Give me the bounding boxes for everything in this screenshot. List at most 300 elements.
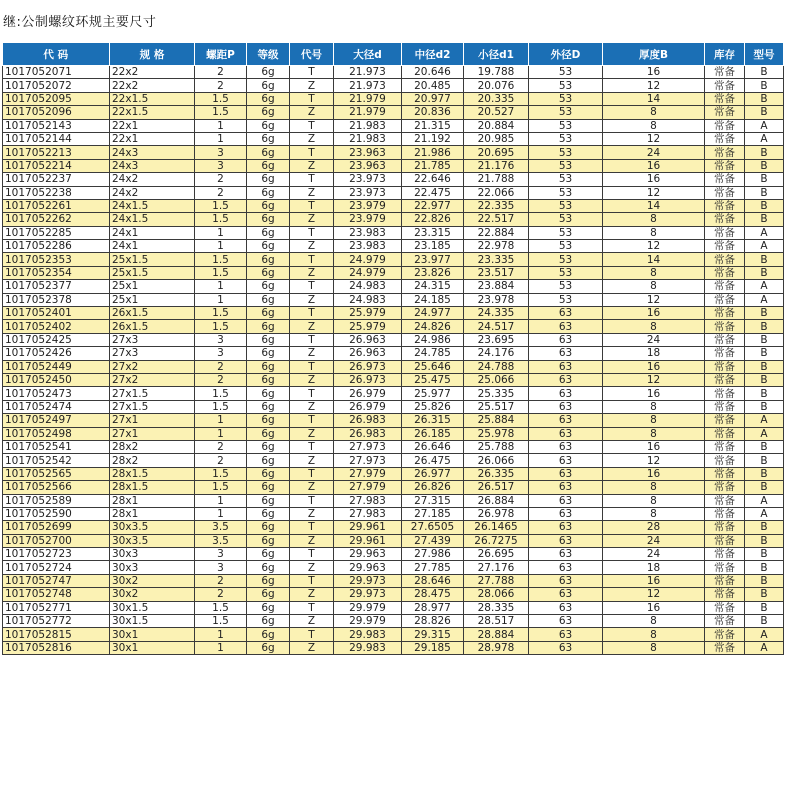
cell-outer-diameter: 63 (529, 373, 603, 386)
cell-thickness: 8 (603, 106, 705, 119)
cell-code: 1017052262 (3, 213, 110, 226)
cell-major-diameter: 24.983 (334, 280, 402, 293)
cell-major-diameter: 23.963 (334, 159, 402, 172)
cell-thickness: 18 (603, 347, 705, 360)
cell-major-diameter: 29.973 (334, 574, 402, 587)
cell-thickness: 8 (603, 628, 705, 641)
cell-minor-diameter: 22.978 (464, 240, 529, 253)
cell-grade: 6g (247, 347, 290, 360)
cell-pitch: 1.5 (195, 213, 247, 226)
cell-type-code: Z (290, 186, 334, 199)
cell-grade: 6g (247, 146, 290, 159)
cell-model: B (745, 320, 784, 333)
cell-major-diameter: 29.961 (334, 534, 402, 547)
cell-pitch-diameter: 22.826 (402, 213, 464, 226)
cell-thickness: 24 (603, 534, 705, 547)
cell-model: B (745, 615, 784, 628)
cell-pitch: 1 (195, 628, 247, 641)
cell-thickness: 14 (603, 92, 705, 105)
cell-major-diameter: 21.983 (334, 119, 402, 132)
cell-model: B (745, 454, 784, 467)
cell-model: B (745, 481, 784, 494)
cell-pitch: 1.5 (195, 253, 247, 266)
cell-model: A (745, 226, 784, 239)
cell-pitch: 1.5 (195, 266, 247, 279)
cell-code: 1017052425 (3, 333, 110, 346)
cell-spec: 28x1.5 (110, 481, 195, 494)
cell-stock: 常备 (705, 146, 745, 159)
cell-stock: 常备 (705, 132, 745, 145)
cell-stock: 常备 (705, 240, 745, 253)
table-row (3, 387, 784, 400)
cell-type-code: T (290, 146, 334, 159)
cell-major-diameter: 23.983 (334, 240, 402, 253)
cell-thickness: 14 (603, 199, 705, 212)
cell-model: B (745, 159, 784, 172)
cell-grade: 6g (247, 320, 290, 333)
cell-pitch-diameter: 29.185 (402, 641, 464, 654)
cell-stock: 常备 (705, 414, 745, 427)
cell-minor-diameter: 26.978 (464, 507, 529, 520)
cell-pitch: 1 (195, 507, 247, 520)
table-row (3, 293, 784, 306)
cell-major-diameter: 26.973 (334, 360, 402, 373)
cell-outer-diameter: 63 (529, 481, 603, 494)
col-header-major-diameter: 大径d (334, 43, 402, 66)
cell-code: 1017052426 (3, 347, 110, 360)
cell-grade: 6g (247, 467, 290, 480)
cell-model: B (745, 347, 784, 360)
cell-outer-diameter: 53 (529, 213, 603, 226)
cell-spec: 28x1 (110, 494, 195, 507)
cell-pitch: 1.5 (195, 320, 247, 333)
cell-outer-diameter: 63 (529, 414, 603, 427)
cell-major-diameter: 27.979 (334, 467, 402, 480)
cell-outer-diameter: 53 (529, 119, 603, 132)
cell-major-diameter: 24.983 (334, 293, 402, 306)
cell-minor-diameter: 26.335 (464, 467, 529, 480)
cell-grade: 6g (247, 373, 290, 386)
cell-thickness: 8 (603, 119, 705, 132)
cell-stock: 常备 (705, 213, 745, 226)
cell-code: 1017052402 (3, 320, 110, 333)
cell-outer-diameter: 63 (529, 548, 603, 561)
cell-minor-diameter: 24.517 (464, 320, 529, 333)
cell-spec: 27x1 (110, 427, 195, 440)
cell-type-code: T (290, 494, 334, 507)
cell-grade: 6g (247, 293, 290, 306)
cell-grade: 6g (247, 226, 290, 239)
table-row (3, 173, 784, 186)
cell-type-code: T (290, 119, 334, 132)
cell-minor-diameter: 20.335 (464, 92, 529, 105)
cell-code: 1017052566 (3, 481, 110, 494)
cell-code: 1017052724 (3, 561, 110, 574)
cell-grade: 6g (247, 173, 290, 186)
table-row (3, 266, 784, 279)
cell-pitch-diameter: 25.977 (402, 387, 464, 400)
col-header-pitch-diameter: 中径d2 (402, 43, 464, 66)
cell-stock: 常备 (705, 454, 745, 467)
cell-spec: 24x2 (110, 173, 195, 186)
cell-outer-diameter: 53 (529, 79, 603, 92)
cell-thickness: 16 (603, 467, 705, 480)
cell-thickness: 12 (603, 79, 705, 92)
col-header-pitch: 螺距P (195, 43, 247, 66)
cell-pitch-diameter: 29.315 (402, 628, 464, 641)
cell-code: 1017052238 (3, 186, 110, 199)
cell-pitch: 2 (195, 373, 247, 386)
cell-code: 1017052261 (3, 199, 110, 212)
cell-type-code: Z (290, 481, 334, 494)
cell-model: B (745, 146, 784, 159)
cell-grade: 6g (247, 548, 290, 561)
cell-code: 1017052450 (3, 373, 110, 386)
cell-spec: 27x2 (110, 360, 195, 373)
cell-pitch: 1.5 (195, 92, 247, 105)
cell-model: B (745, 561, 784, 574)
cell-code: 1017052748 (3, 588, 110, 601)
cell-pitch: 3.5 (195, 521, 247, 534)
cell-outer-diameter: 63 (529, 588, 603, 601)
cell-type-code: Z (290, 534, 334, 547)
cell-major-diameter: 26.979 (334, 400, 402, 413)
cell-code: 1017052286 (3, 240, 110, 253)
cell-minor-diameter: 20.985 (464, 132, 529, 145)
cell-pitch-diameter: 22.475 (402, 186, 464, 199)
cell-major-diameter: 29.973 (334, 588, 402, 601)
cell-minor-diameter: 25.335 (464, 387, 529, 400)
table-row (3, 588, 784, 601)
cell-thickness: 24 (603, 333, 705, 346)
cell-major-diameter: 29.963 (334, 561, 402, 574)
cell-grade: 6g (247, 333, 290, 346)
cell-outer-diameter: 53 (529, 66, 603, 79)
cell-pitch: 2 (195, 173, 247, 186)
cell-pitch: 1 (195, 641, 247, 654)
cell-outer-diameter: 63 (529, 521, 603, 534)
cell-type-code: Z (290, 347, 334, 360)
cell-stock: 常备 (705, 79, 745, 92)
cell-outer-diameter: 63 (529, 641, 603, 654)
cell-model: A (745, 628, 784, 641)
table-row (3, 226, 784, 239)
cell-spec: 28x1 (110, 507, 195, 520)
cell-stock: 常备 (705, 66, 745, 79)
cell-major-diameter: 23.963 (334, 146, 402, 159)
cell-pitch: 3 (195, 159, 247, 172)
cell-grade: 6g (247, 521, 290, 534)
cell-grade: 6g (247, 159, 290, 172)
cell-major-diameter: 26.963 (334, 333, 402, 346)
cell-spec: 22x1.5 (110, 92, 195, 105)
cell-thickness: 8 (603, 320, 705, 333)
cell-minor-diameter: 28.517 (464, 615, 529, 628)
cell-grade: 6g (247, 494, 290, 507)
cell-outer-diameter: 63 (529, 574, 603, 587)
cell-minor-diameter: 27.788 (464, 574, 529, 587)
cell-stock: 常备 (705, 320, 745, 333)
cell-major-diameter: 29.979 (334, 615, 402, 628)
cell-type-code: T (290, 467, 334, 480)
cell-model: A (745, 494, 784, 507)
cell-model: A (745, 293, 784, 306)
cell-code: 1017052497 (3, 414, 110, 427)
cell-outer-diameter: 53 (529, 293, 603, 306)
cell-stock: 常备 (705, 615, 745, 628)
cell-major-diameter: 23.973 (334, 173, 402, 186)
cell-outer-diameter: 63 (529, 440, 603, 453)
cell-stock: 常备 (705, 628, 745, 641)
cell-type-code: Z (290, 159, 334, 172)
cell-major-diameter: 27.983 (334, 507, 402, 520)
cell-spec: 25x1.5 (110, 266, 195, 279)
cell-model: A (745, 641, 784, 654)
cell-stock: 常备 (705, 106, 745, 119)
table-row (3, 199, 784, 212)
cell-spec: 25x1.5 (110, 253, 195, 266)
cell-pitch-diameter: 24.826 (402, 320, 464, 333)
cell-model: A (745, 119, 784, 132)
cell-code: 1017052723 (3, 548, 110, 561)
cell-thickness: 18 (603, 561, 705, 574)
cell-pitch-diameter: 23.315 (402, 226, 464, 239)
cell-spec: 22x1.5 (110, 106, 195, 119)
cell-thickness: 12 (603, 186, 705, 199)
cell-minor-diameter: 26.1465 (464, 521, 529, 534)
cell-outer-diameter: 63 (529, 561, 603, 574)
cell-code: 1017052771 (3, 601, 110, 614)
table-row (3, 534, 784, 547)
cell-type-code: Z (290, 132, 334, 145)
cell-outer-diameter: 53 (529, 240, 603, 253)
cell-pitch: 2 (195, 454, 247, 467)
cell-type-code: T (290, 628, 334, 641)
cell-major-diameter: 26.973 (334, 373, 402, 386)
cell-minor-diameter: 24.335 (464, 307, 529, 320)
cell-thickness: 8 (603, 226, 705, 239)
cell-code: 1017052565 (3, 467, 110, 480)
cell-code: 1017052377 (3, 280, 110, 293)
cell-type-code: T (290, 521, 334, 534)
table-row (3, 92, 784, 105)
cell-pitch-diameter: 27.6505 (402, 521, 464, 534)
cell-pitch-diameter: 28.977 (402, 601, 464, 614)
cell-outer-diameter: 63 (529, 601, 603, 614)
cell-stock: 常备 (705, 507, 745, 520)
cell-thickness: 16 (603, 601, 705, 614)
cell-spec: 28x2 (110, 440, 195, 453)
cell-type-code: T (290, 574, 334, 587)
cell-grade: 6g (247, 628, 290, 641)
cell-minor-diameter: 26.066 (464, 454, 529, 467)
cell-major-diameter: 23.983 (334, 226, 402, 239)
cell-stock: 常备 (705, 307, 745, 320)
cell-minor-diameter: 26.7275 (464, 534, 529, 547)
cell-outer-diameter: 53 (529, 280, 603, 293)
cell-thickness: 16 (603, 307, 705, 320)
cell-code: 1017052072 (3, 79, 110, 92)
cell-grade: 6g (247, 199, 290, 212)
cell-thickness: 16 (603, 440, 705, 453)
cell-outer-diameter: 53 (529, 226, 603, 239)
cell-pitch: 2 (195, 79, 247, 92)
cell-model: B (745, 333, 784, 346)
cell-code: 1017052095 (3, 92, 110, 105)
cell-pitch: 2 (195, 440, 247, 453)
table-row (3, 454, 784, 467)
cell-thickness: 8 (603, 280, 705, 293)
cell-pitch-diameter: 25.475 (402, 373, 464, 386)
cell-type-code: Z (290, 293, 334, 306)
table-row (3, 79, 784, 92)
cell-code: 1017052590 (3, 507, 110, 520)
cell-spec: 24x1.5 (110, 213, 195, 226)
page-title: 继:公制螺纹环规主要尺寸 (3, 15, 157, 30)
cell-outer-diameter: 63 (529, 494, 603, 507)
table-row (3, 548, 784, 561)
cell-model: B (745, 307, 784, 320)
cell-pitch: 3.5 (195, 534, 247, 547)
cell-model: B (745, 601, 784, 614)
table-row (3, 333, 784, 346)
cell-code: 1017052071 (3, 66, 110, 79)
cell-pitch: 1.5 (195, 400, 247, 413)
cell-minor-diameter: 25.788 (464, 440, 529, 453)
table-row (3, 186, 784, 199)
cell-outer-diameter: 53 (529, 146, 603, 159)
cell-major-diameter: 27.979 (334, 481, 402, 494)
cell-minor-diameter: 20.884 (464, 119, 529, 132)
cell-grade: 6g (247, 574, 290, 587)
cell-thickness: 12 (603, 240, 705, 253)
cell-spec: 24x1 (110, 240, 195, 253)
cell-pitch-diameter: 24.785 (402, 347, 464, 360)
cell-type-code: T (290, 601, 334, 614)
cell-spec: 30x2 (110, 588, 195, 601)
table-row (3, 320, 784, 333)
cell-thickness: 8 (603, 400, 705, 413)
cell-major-diameter: 29.979 (334, 601, 402, 614)
col-header-type-code: 代号 (290, 43, 334, 66)
cell-model: B (745, 548, 784, 561)
cell-spec: 25x1 (110, 293, 195, 306)
cell-major-diameter: 23.979 (334, 213, 402, 226)
table-row (3, 280, 784, 293)
cell-stock: 常备 (705, 548, 745, 561)
cell-minor-diameter: 22.335 (464, 199, 529, 212)
cell-code: 1017052772 (3, 615, 110, 628)
cell-type-code: T (290, 253, 334, 266)
cell-pitch: 2 (195, 360, 247, 373)
cell-spec: 26x1.5 (110, 307, 195, 320)
cell-code: 1017052401 (3, 307, 110, 320)
cell-spec: 22x1 (110, 119, 195, 132)
cell-minor-diameter: 23.695 (464, 333, 529, 346)
cell-type-code: Z (290, 507, 334, 520)
cell-stock: 常备 (705, 574, 745, 587)
cell-minor-diameter: 24.176 (464, 347, 529, 360)
cell-pitch-diameter: 27.986 (402, 548, 464, 561)
cell-pitch: 1.5 (195, 481, 247, 494)
cell-code: 1017052474 (3, 400, 110, 413)
cell-outer-diameter: 63 (529, 507, 603, 520)
cell-type-code: Z (290, 615, 334, 628)
cell-grade: 6g (247, 615, 290, 628)
cell-minor-diameter: 19.788 (464, 66, 529, 79)
cell-pitch-diameter: 22.977 (402, 199, 464, 212)
cell-spec: 27x1.5 (110, 387, 195, 400)
cell-grade: 6g (247, 400, 290, 413)
cell-model: B (745, 79, 784, 92)
cell-major-diameter: 25.979 (334, 307, 402, 320)
cell-code: 1017052285 (3, 226, 110, 239)
cell-spec: 26x1.5 (110, 320, 195, 333)
table-row (3, 347, 784, 360)
cell-outer-diameter: 63 (529, 615, 603, 628)
cell-minor-diameter: 28.978 (464, 641, 529, 654)
cell-code: 1017052214 (3, 159, 110, 172)
table-row (3, 360, 784, 373)
cell-pitch: 1 (195, 132, 247, 145)
cell-thickness: 8 (603, 641, 705, 654)
cell-type-code: Z (290, 106, 334, 119)
cell-spec: 30x1.5 (110, 615, 195, 628)
cell-stock: 常备 (705, 226, 745, 239)
cell-minor-diameter: 20.527 (464, 106, 529, 119)
table-row (3, 467, 784, 480)
table-row (3, 106, 784, 119)
cell-pitch-diameter: 21.315 (402, 119, 464, 132)
cell-code: 1017052542 (3, 454, 110, 467)
cell-type-code: T (290, 440, 334, 453)
cell-model: B (745, 66, 784, 79)
table-row (3, 253, 784, 266)
cell-grade: 6g (247, 588, 290, 601)
table-row (3, 307, 784, 320)
cell-grade: 6g (247, 481, 290, 494)
cell-pitch: 1 (195, 226, 247, 239)
cell-major-diameter: 24.979 (334, 253, 402, 266)
cell-type-code: Z (290, 454, 334, 467)
cell-pitch-diameter: 20.836 (402, 106, 464, 119)
cell-outer-diameter: 53 (529, 266, 603, 279)
cell-stock: 常备 (705, 92, 745, 105)
cell-thickness: 12 (603, 293, 705, 306)
cell-spec: 28x2 (110, 454, 195, 467)
cell-spec: 30x3.5 (110, 534, 195, 547)
cell-minor-diameter: 27.176 (464, 561, 529, 574)
cell-thickness: 8 (603, 494, 705, 507)
cell-stock: 常备 (705, 641, 745, 654)
cell-pitch: 1 (195, 280, 247, 293)
cell-type-code: T (290, 333, 334, 346)
cell-code: 1017052700 (3, 534, 110, 547)
cell-code: 1017052699 (3, 521, 110, 534)
cell-model: B (745, 440, 784, 453)
cell-model: B (745, 588, 784, 601)
cell-spec: 30x2 (110, 574, 195, 587)
cell-model: B (745, 574, 784, 587)
cell-pitch-diameter: 26.826 (402, 481, 464, 494)
cell-type-code: Z (290, 320, 334, 333)
cell-pitch: 1.5 (195, 307, 247, 320)
cell-outer-diameter: 53 (529, 199, 603, 212)
cell-minor-diameter: 28.335 (464, 601, 529, 614)
table-row (3, 440, 784, 453)
cell-pitch-diameter: 20.646 (402, 66, 464, 79)
cell-pitch: 1.5 (195, 199, 247, 212)
